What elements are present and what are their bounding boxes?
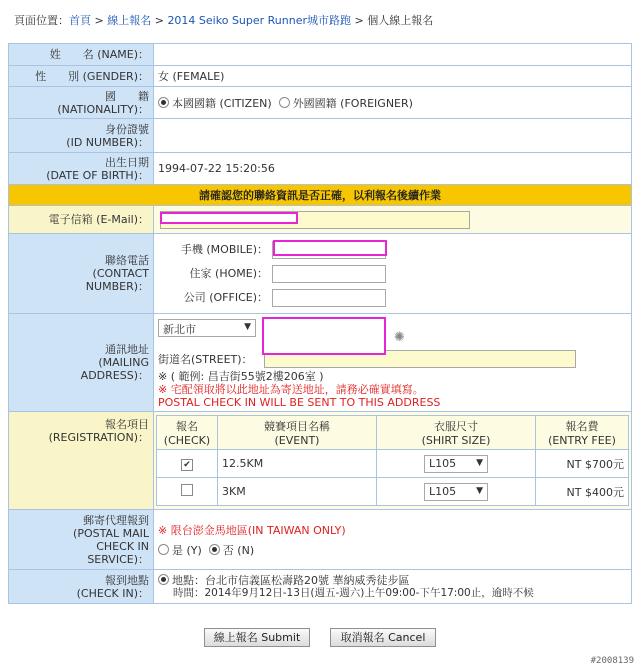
postal-no-label: 否 (N) <box>222 543 255 557</box>
event-checkbox-cell <box>157 478 218 506</box>
mailing-label-en: (MAILING <box>98 356 149 369</box>
checkin-label-zh: 報到地點 <box>105 573 149 587</box>
street-label: 街道名(STREET)： <box>158 353 253 366</box>
checkin-label-en: (CHECK IN)： <box>76 586 149 600</box>
city-select[interactable] <box>158 319 256 337</box>
event-checkbox-12k[interactable]: ✔ <box>181 459 193 471</box>
breadcrumb <box>14 12 433 28</box>
postal-label-en3: SERVICE)： <box>87 552 149 566</box>
table-row <box>157 450 629 478</box>
entry-fee: NT $700元 <box>536 450 629 478</box>
fee-header-zh: 報名費 <box>565 420 599 433</box>
event-header-en: (EVENT) <box>274 434 320 447</box>
contact-label <box>9 234 154 314</box>
shirt-size-cell <box>377 450 536 478</box>
dob-label-zh: 出生日期 <box>105 155 149 169</box>
id-label-en: (ID NUMBER)： <box>66 135 149 149</box>
submit-button[interactable]: 線上報名 Submit <box>204 628 310 647</box>
event-checkbox-3k[interactable] <box>181 484 193 496</box>
registration-label-en: (REGISTRATION)： <box>48 431 149 444</box>
breadcrumb-sep: > <box>151 14 168 27</box>
dropdown-arrow-icon: ▼ <box>476 457 483 468</box>
nationality-label-en: (NATIONALITY)： <box>57 102 149 116</box>
mailing-label-zh: 通訊地址 <box>105 343 149 356</box>
check-header <box>157 416 218 450</box>
registration-label <box>9 412 154 510</box>
check-header-zh: 報名 <box>176 420 198 433</box>
event-table-header <box>157 416 629 450</box>
fee-header-en: (ENTRY FEE) <box>548 434 616 447</box>
citizen-label: 本國國籍 (CITIZEN) <box>172 96 272 110</box>
event-name: 12.5KM <box>218 450 377 478</box>
postal-yes-radio[interactable] <box>158 544 169 555</box>
watermark: #2008139 <box>590 656 634 666</box>
email-cell <box>154 206 632 234</box>
name-value <box>154 44 632 66</box>
gender-value: 女 (FEMALE) <box>154 66 632 87</box>
entry-fee: NT $400元 <box>536 478 629 506</box>
home-input[interactable] <box>272 265 386 283</box>
name-label: 姓 名 (NAME)： <box>9 44 154 66</box>
shirt-size-value: L105 <box>429 484 457 498</box>
email-label: 電子信箱 (E-Mail)： <box>9 206 154 234</box>
dob-value: 1994-07-22 15:20:56 <box>154 153 632 185</box>
cancel-button[interactable]: 取消報名 Cancel <box>330 628 436 647</box>
street-redaction <box>262 317 386 355</box>
city-value: 新北市 <box>163 323 196 336</box>
mailing-label <box>9 314 154 412</box>
shirt-header-en: (SHIRT SIZE) <box>421 434 491 447</box>
foreigner-label: 外國國籍 (FOREIGNER) <box>292 96 413 110</box>
citizen-radio[interactable] <box>158 97 169 108</box>
event-table <box>156 415 629 506</box>
checkin-label <box>9 570 154 604</box>
dob-label-en: (DATE OF BIRTH)： <box>46 168 149 182</box>
table-row <box>157 478 629 506</box>
gender-label: 性 別 (GENDER)： <box>9 66 154 87</box>
street-warning-en: POSTAL CHECK IN WILL BE SENT TO THIS ADDRESS <box>158 396 441 409</box>
postal-label-en2: CHECK IN <box>96 539 149 553</box>
postal-label-en: (POSTAL MAIL <box>73 526 149 540</box>
mailing-label-en2: ADDRESS)： <box>80 369 149 382</box>
breadcrumb-sep: > <box>91 14 108 27</box>
home-label: 住家 (HOME)： <box>189 266 268 280</box>
registration-form <box>8 43 632 604</box>
contact-label-en2: NUMBER)： <box>85 280 149 293</box>
postal-yes-label: 是 (Y) <box>172 543 202 557</box>
breadcrumb-prefix: 頁面位置： <box>14 14 69 27</box>
office-input[interactable] <box>272 289 386 307</box>
postal-no-radio[interactable] <box>209 544 220 555</box>
registration-label-zh: 報名項目 <box>105 418 149 431</box>
postal-cell <box>154 510 632 570</box>
registration-cell <box>154 412 632 510</box>
id-value <box>154 119 632 153</box>
contact-cell <box>154 234 632 314</box>
shirt-size-select[interactable] <box>424 455 488 473</box>
dob-label <box>9 153 154 185</box>
nationality-label-zh: 國 籍 <box>105 89 149 103</box>
shirt-header-zh: 衣服尺寸 <box>434 420 478 433</box>
breadcrumb-current: 個人線上報名 <box>367 14 434 27</box>
checkin-radio[interactable] <box>158 574 169 585</box>
checkin-cell <box>154 570 632 604</box>
shirt-size-select[interactable] <box>424 483 488 501</box>
email-redaction <box>160 212 298 224</box>
id-label <box>9 119 154 153</box>
event-header-zh: 競賽項目名稱 <box>264 420 330 433</box>
loading-spinner-icon: ✺ <box>394 330 405 345</box>
street-example: ※ ( 範例: 昌吉街55號2樓206室 ) <box>158 370 324 383</box>
mobile-label: 手機 (MOBILE)： <box>180 242 268 256</box>
contact-label-en: (CONTACT <box>92 267 149 280</box>
dropdown-arrow-icon: ▼ <box>244 322 251 332</box>
event-header <box>218 416 377 450</box>
dropdown-arrow-icon: ▼ <box>476 485 483 496</box>
postal-note: ※ 限台澎金馬地區(IN TAIWAN ONLY) <box>158 523 346 537</box>
contact-label-zh: 聯絡電話 <box>105 254 149 267</box>
nationality-label <box>9 87 154 119</box>
checkin-time: 時間：2014年9月12日-13日(週五-週六)上午09:00-下午17:00止，逾時不候 <box>173 586 534 599</box>
shirt-size-cell <box>377 478 536 506</box>
fee-header <box>536 416 629 450</box>
postal-label <box>9 510 154 570</box>
breadcrumb-online-link[interactable]: 線上報名 <box>107 14 152 27</box>
checkin-place: 地點：台北市信義區松壽路20號 華納威秀徒步區 <box>172 573 410 587</box>
breadcrumb-sep: > <box>351 14 368 27</box>
mailing-cell <box>154 314 632 412</box>
shirt-size-value: L105 <box>429 456 457 470</box>
shirt-header <box>377 416 536 450</box>
foreigner-radio[interactable] <box>279 97 290 108</box>
nationality-options <box>154 87 632 119</box>
breadcrumb-home-link[interactable]: 首頁 <box>69 14 91 27</box>
postal-label-zh: 郵寄代理報到 <box>83 513 149 527</box>
check-header-en: (CHECK) <box>163 434 211 447</box>
confirm-banner: 請確認您的聯絡資訊是否正確，以利報名後續作業 <box>9 185 632 206</box>
breadcrumb-event-link[interactable]: 2014 Seiko Super Runner城市路跑 <box>167 14 352 27</box>
mobile-redaction <box>273 240 387 256</box>
event-checkbox-cell <box>157 450 218 478</box>
id-label-zh: 身份證號 <box>105 122 149 136</box>
office-label: 公司 (OFFICE)： <box>183 290 268 304</box>
street-warning-zh: ※ 宅配領取將以此地址為寄送地址，請務必確實填寫。 <box>158 383 424 396</box>
event-name: 3KM <box>218 478 377 506</box>
